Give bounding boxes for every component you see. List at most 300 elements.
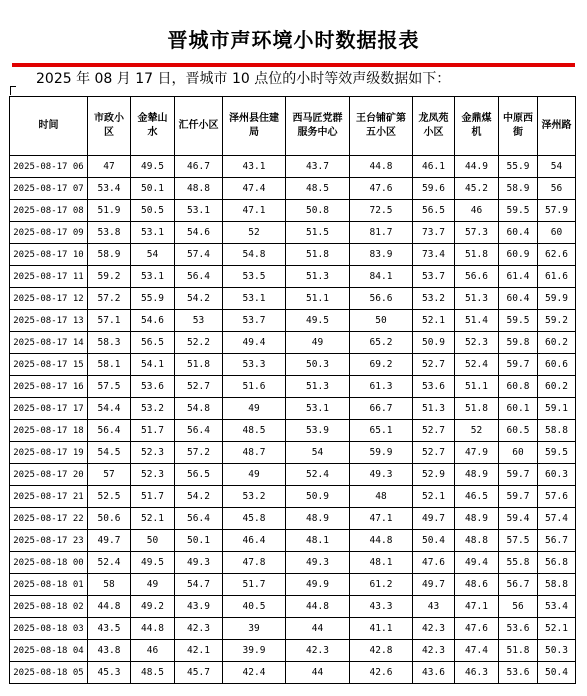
noise-value-cell: 51.1 <box>286 288 350 310</box>
noise-value-cell: 45.3 <box>88 662 131 684</box>
noise-value-cell: 50.6 <box>88 508 131 530</box>
noise-value-cell: 53.6 <box>499 662 538 684</box>
noise-value-cell: 72.5 <box>350 200 413 222</box>
noise-value-cell: 52.3 <box>131 464 175 486</box>
noise-value-cell: 56.6 <box>455 266 499 288</box>
time-cell: 2025-08-18 04 <box>10 640 88 662</box>
noise-value-cell: 56.5 <box>413 200 455 222</box>
noise-value-cell: 61.3 <box>350 376 413 398</box>
noise-value-cell: 49.5 <box>131 552 175 574</box>
column-header-site: 金鼎煤机 <box>455 97 499 156</box>
noise-value-cell: 52.4 <box>455 354 499 376</box>
table-row <box>10 640 576 662</box>
noise-value-cell: 84.1 <box>350 266 413 288</box>
time-cell: 2025-08-18 03 <box>10 618 88 640</box>
noise-value-cell: 50.1 <box>175 530 223 552</box>
time-cell: 2025-08-17 20 <box>10 464 88 486</box>
noise-value-cell: 43.3 <box>350 596 413 618</box>
noise-value-cell: 52.1 <box>413 310 455 332</box>
noise-value-cell: 52.4 <box>88 552 131 574</box>
noise-value-cell: 51.9 <box>88 200 131 222</box>
noise-value-cell: 53.7 <box>413 266 455 288</box>
text-cursor-mark-base <box>10 86 16 87</box>
noise-value-cell: 52.7 <box>413 420 455 442</box>
noise-value-cell: 47 <box>88 156 131 178</box>
noise-value-cell: 53.6 <box>131 376 175 398</box>
table-row <box>10 156 576 178</box>
time-cell: 2025-08-17 18 <box>10 420 88 442</box>
noise-value-cell: 54 <box>286 442 350 464</box>
noise-value-cell: 49 <box>131 574 175 596</box>
noise-value-cell: 47.8 <box>223 552 286 574</box>
noise-value-cell: 60.2 <box>538 332 576 354</box>
table-row <box>10 200 576 222</box>
table-row <box>10 574 576 596</box>
noise-value-cell: 51.4 <box>455 310 499 332</box>
time-cell: 2025-08-17 11 <box>10 266 88 288</box>
noise-value-cell: 45.7 <box>175 662 223 684</box>
noise-value-cell: 54 <box>538 156 576 178</box>
noise-value-cell: 59.9 <box>538 288 576 310</box>
noise-value-cell: 58.8 <box>538 420 576 442</box>
noise-value-cell: 53.3 <box>223 354 286 376</box>
noise-value-cell: 52.1 <box>538 618 576 640</box>
noise-value-cell: 59.7 <box>499 354 538 376</box>
noise-value-cell: 54.8 <box>175 398 223 420</box>
noise-value-cell: 50 <box>350 310 413 332</box>
noise-value-cell: 48.9 <box>455 508 499 530</box>
noise-value-cell: 60.9 <box>499 244 538 266</box>
noise-value-cell: 59.2 <box>538 310 576 332</box>
column-header-site: 西马匠党群服务中心 <box>286 97 350 156</box>
noise-value-cell: 53.6 <box>499 618 538 640</box>
noise-value-cell: 59.5 <box>499 310 538 332</box>
noise-value-cell: 58 <box>88 574 131 596</box>
column-header-site: 龙凤苑小区 <box>413 97 455 156</box>
noise-value-cell: 52.3 <box>131 442 175 464</box>
noise-value-cell: 52.7 <box>413 442 455 464</box>
table-row <box>10 508 576 530</box>
noise-value-cell: 49.5 <box>286 310 350 332</box>
noise-value-cell: 60.4 <box>499 222 538 244</box>
noise-value-cell: 53.8 <box>88 222 131 244</box>
noise-value-cell: 50.9 <box>413 332 455 354</box>
time-cell: 2025-08-17 16 <box>10 376 88 398</box>
noise-value-cell: 54.8 <box>223 244 286 266</box>
noise-value-cell: 54.6 <box>131 310 175 332</box>
noise-value-cell: 50.4 <box>538 662 576 684</box>
table-row <box>10 354 576 376</box>
noise-value-cell: 49.7 <box>413 508 455 530</box>
column-header-site: 泽州县住建局 <box>223 97 286 156</box>
noise-value-cell: 48.9 <box>455 464 499 486</box>
noise-value-cell: 51.8 <box>455 398 499 420</box>
noise-value-cell: 48.5 <box>223 420 286 442</box>
noise-value-cell: 59.4 <box>499 508 538 530</box>
noise-value-cell: 53.5 <box>223 266 286 288</box>
noise-value-cell: 44.8 <box>350 156 413 178</box>
table-row <box>10 244 576 266</box>
time-cell: 2025-08-17 22 <box>10 508 88 530</box>
noise-value-cell: 47.9 <box>455 442 499 464</box>
table-row <box>10 178 576 200</box>
noise-value-cell: 44.9 <box>455 156 499 178</box>
noise-value-cell: 52.7 <box>175 376 223 398</box>
noise-value-cell: 47.6 <box>455 618 499 640</box>
noise-value-cell: 46.3 <box>455 662 499 684</box>
time-cell: 2025-08-17 13 <box>10 310 88 332</box>
noise-value-cell: 43.9 <box>175 596 223 618</box>
noise-value-cell: 48.1 <box>286 530 350 552</box>
noise-value-cell: 49 <box>223 398 286 420</box>
noise-value-cell: 59.7 <box>499 486 538 508</box>
noise-value-cell: 56.4 <box>175 508 223 530</box>
noise-value-cell: 52.7 <box>413 354 455 376</box>
noise-value-cell: 53.4 <box>88 178 131 200</box>
noise-value-cell: 54.5 <box>88 442 131 464</box>
noise-value-cell: 56 <box>499 596 538 618</box>
noise-value-cell: 56 <box>538 178 576 200</box>
noise-value-cell: 73.4 <box>413 244 455 266</box>
noise-value-cell: 45.8 <box>223 508 286 530</box>
noise-value-cell: 60.5 <box>499 420 538 442</box>
noise-value-cell: 46.4 <box>223 530 286 552</box>
noise-value-cell: 57.3 <box>455 222 499 244</box>
noise-value-cell: 52.5 <box>88 486 131 508</box>
noise-value-cell: 48.8 <box>455 530 499 552</box>
noise-value-cell: 52.2 <box>175 332 223 354</box>
noise-value-cell: 51.7 <box>131 420 175 442</box>
noise-value-cell: 43.8 <box>88 640 131 662</box>
noise-value-cell: 58.3 <box>88 332 131 354</box>
noise-value-cell: 49.2 <box>131 596 175 618</box>
table-row <box>10 398 576 420</box>
noise-value-cell: 57.6 <box>538 486 576 508</box>
noise-value-cell: 46.1 <box>413 156 455 178</box>
noise-value-cell: 81.7 <box>350 222 413 244</box>
noise-value-cell: 60.1 <box>499 398 538 420</box>
noise-value-cell: 53.1 <box>175 200 223 222</box>
noise-value-cell: 54.1 <box>131 354 175 376</box>
noise-value-cell: 53.1 <box>286 398 350 420</box>
noise-value-cell: 52.1 <box>131 508 175 530</box>
noise-value-cell: 48 <box>350 486 413 508</box>
noise-value-cell: 55.8 <box>499 552 538 574</box>
noise-value-cell: 44.8 <box>131 618 175 640</box>
noise-value-cell: 49 <box>223 464 286 486</box>
noise-value-cell: 51.7 <box>223 574 286 596</box>
noise-value-cell: 60 <box>499 442 538 464</box>
noise-value-cell: 48.7 <box>223 442 286 464</box>
noise-value-cell: 54.2 <box>175 486 223 508</box>
noise-value-cell: 44.8 <box>286 596 350 618</box>
noise-value-cell: 51.8 <box>286 244 350 266</box>
noise-value-cell: 69.2 <box>350 354 413 376</box>
noise-value-cell: 59.1 <box>538 398 576 420</box>
noise-value-cell: 57.4 <box>175 244 223 266</box>
time-cell: 2025-08-17 08 <box>10 200 88 222</box>
noise-value-cell: 59.8 <box>499 332 538 354</box>
noise-value-cell: 43.5 <box>88 618 131 640</box>
noise-value-cell: 55.9 <box>131 288 175 310</box>
noise-value-cell: 60.6 <box>538 354 576 376</box>
noise-value-cell: 45.2 <box>455 178 499 200</box>
noise-value-cell: 42.8 <box>350 640 413 662</box>
table-row <box>10 552 576 574</box>
noise-value-cell: 42.4 <box>223 662 286 684</box>
noise-value-cell: 59.2 <box>88 266 131 288</box>
noise-value-cell: 42.3 <box>413 640 455 662</box>
noise-value-cell: 57.5 <box>499 530 538 552</box>
noise-value-cell: 54.2 <box>175 288 223 310</box>
noise-value-cell: 49.5 <box>131 156 175 178</box>
table-row <box>10 288 576 310</box>
title-divider <box>12 63 575 67</box>
noise-value-cell: 55.9 <box>499 156 538 178</box>
noise-value-cell: 65.2 <box>350 332 413 354</box>
noise-value-cell: 49 <box>286 332 350 354</box>
table-row <box>10 530 576 552</box>
noise-value-cell: 59.7 <box>499 464 538 486</box>
column-header-site: 汇仟小区 <box>175 97 223 156</box>
noise-value-cell: 48.9 <box>286 508 350 530</box>
time-cell: 2025-08-17 06 <box>10 156 88 178</box>
noise-value-cell: 56.8 <box>538 552 576 574</box>
noise-value-cell: 40.5 <box>223 596 286 618</box>
noise-value-cell: 48.1 <box>350 552 413 574</box>
noise-value-cell: 51.3 <box>286 376 350 398</box>
noise-value-cell: 57.5 <box>88 376 131 398</box>
noise-value-cell: 50.5 <box>131 200 175 222</box>
noise-value-cell: 42.3 <box>286 640 350 662</box>
noise-value-cell: 43.1 <box>223 156 286 178</box>
noise-value-cell: 83.9 <box>350 244 413 266</box>
table-row <box>10 596 576 618</box>
table-row <box>10 442 576 464</box>
noise-value-cell: 56.7 <box>538 530 576 552</box>
noise-value-cell: 49.4 <box>455 552 499 574</box>
noise-value-cell: 42.3 <box>413 618 455 640</box>
noise-value-cell: 58.9 <box>499 178 538 200</box>
noise-value-cell: 42.1 <box>175 640 223 662</box>
noise-value-cell: 49.7 <box>413 574 455 596</box>
noise-value-cell: 53.2 <box>413 288 455 310</box>
noise-value-cell: 57.1 <box>88 310 131 332</box>
noise-value-cell: 51.1 <box>455 376 499 398</box>
noise-value-cell: 44.8 <box>88 596 131 618</box>
noise-value-cell: 51.3 <box>455 288 499 310</box>
noise-value-cell: 49.3 <box>286 552 350 574</box>
noise-value-cell: 39.9 <box>223 640 286 662</box>
noise-value-cell: 60.2 <box>538 376 576 398</box>
noise-value-cell: 52 <box>223 222 286 244</box>
time-cell: 2025-08-17 14 <box>10 332 88 354</box>
column-header-site: 金辇山水 <box>131 97 175 156</box>
noise-value-cell: 48.6 <box>455 574 499 596</box>
noise-value-cell: 60.8 <box>499 376 538 398</box>
noise-value-cell: 51.8 <box>455 244 499 266</box>
noise-value-cell: 53 <box>175 310 223 332</box>
table-row <box>10 662 576 684</box>
noise-value-cell: 50.8 <box>286 200 350 222</box>
noise-value-cell: 53.9 <box>286 420 350 442</box>
time-cell: 2025-08-17 07 <box>10 178 88 200</box>
noise-value-cell: 49.3 <box>175 552 223 574</box>
noise-value-cell: 58.8 <box>538 574 576 596</box>
noise-value-cell: 57.2 <box>88 288 131 310</box>
table-row <box>10 464 576 486</box>
time-cell: 2025-08-18 00 <box>10 552 88 574</box>
text-cursor-mark <box>10 86 11 95</box>
noise-value-cell: 52.3 <box>455 332 499 354</box>
noise-value-cell: 46.5 <box>455 486 499 508</box>
table-row <box>10 420 576 442</box>
noise-value-cell: 57.4 <box>538 508 576 530</box>
noise-value-cell: 42.3 <box>175 618 223 640</box>
noise-value-cell: 58.1 <box>88 354 131 376</box>
time-cell: 2025-08-17 21 <box>10 486 88 508</box>
noise-value-cell: 51.3 <box>286 266 350 288</box>
noise-value-cell: 47.4 <box>455 640 499 662</box>
noise-value-cell: 47.4 <box>223 178 286 200</box>
column-header-time: 时间 <box>10 97 88 156</box>
column-header-site: 市政小区 <box>88 97 131 156</box>
noise-value-cell: 50.3 <box>538 640 576 662</box>
noise-value-cell: 59.9 <box>350 442 413 464</box>
noise-value-cell: 49.3 <box>350 464 413 486</box>
noise-value-cell: 47.1 <box>350 508 413 530</box>
column-header-site: 中原西街 <box>499 97 538 156</box>
table-row <box>10 618 576 640</box>
noise-value-cell: 47.6 <box>413 552 455 574</box>
noise-value-cell: 56.7 <box>499 574 538 596</box>
noise-value-cell: 52 <box>455 420 499 442</box>
noise-value-cell: 44.8 <box>350 530 413 552</box>
noise-value-cell: 53.1 <box>131 266 175 288</box>
noise-value-cell: 51.5 <box>286 222 350 244</box>
noise-value-cell: 49.7 <box>88 530 131 552</box>
noise-value-cell: 50.9 <box>286 486 350 508</box>
noise-value-cell: 51.3 <box>413 398 455 420</box>
table-row <box>10 222 576 244</box>
noise-value-cell: 42.6 <box>350 662 413 684</box>
noise-value-cell: 50.4 <box>413 530 455 552</box>
noise-value-cell: 57 <box>88 464 131 486</box>
noise-value-cell: 48.5 <box>286 178 350 200</box>
column-header-site: 泽州路 <box>538 97 576 156</box>
noise-value-cell: 56.6 <box>350 288 413 310</box>
time-cell: 2025-08-17 09 <box>10 222 88 244</box>
noise-value-cell: 51.8 <box>499 640 538 662</box>
noise-value-cell: 56.5 <box>131 332 175 354</box>
noise-value-cell: 52.9 <box>413 464 455 486</box>
table-header-row <box>10 97 576 156</box>
noise-value-cell: 53.1 <box>223 288 286 310</box>
noise-value-cell: 59.5 <box>499 200 538 222</box>
noise-value-cell: 52.4 <box>286 464 350 486</box>
noise-value-cell: 61.2 <box>350 574 413 596</box>
noise-value-cell: 39 <box>223 618 286 640</box>
noise-value-cell: 46 <box>131 640 175 662</box>
noise-value-cell: 57.2 <box>175 442 223 464</box>
noise-value-cell: 41.1 <box>350 618 413 640</box>
noise-value-cell: 52.1 <box>413 486 455 508</box>
report-intro: 2025 年 08 月 17 日，晋城市 10 点位的小时等效声级数据如下： <box>36 71 451 87</box>
noise-data-table <box>9 96 576 684</box>
report-title: 晋城市声环境小时数据报表 <box>167 28 420 52</box>
noise-value-cell: 54.6 <box>175 222 223 244</box>
noise-value-cell: 51.6 <box>223 376 286 398</box>
noise-value-cell: 48.5 <box>131 662 175 684</box>
noise-value-cell: 57.9 <box>538 200 576 222</box>
noise-value-cell: 58.9 <box>88 244 131 266</box>
time-cell: 2025-08-17 19 <box>10 442 88 464</box>
noise-value-cell: 51.8 <box>175 354 223 376</box>
noise-value-cell: 53.1 <box>131 222 175 244</box>
noise-value-cell: 53.2 <box>223 486 286 508</box>
noise-value-cell: 51.7 <box>131 486 175 508</box>
noise-value-cell: 59.6 <box>413 178 455 200</box>
noise-value-cell: 44 <box>286 662 350 684</box>
noise-value-cell: 50 <box>131 530 175 552</box>
noise-value-cell: 46.7 <box>175 156 223 178</box>
noise-value-cell: 62.6 <box>538 244 576 266</box>
noise-value-cell: 61.4 <box>499 266 538 288</box>
noise-value-cell: 48.8 <box>175 178 223 200</box>
table-row <box>10 486 576 508</box>
noise-value-cell: 60.4 <box>499 288 538 310</box>
noise-value-cell: 66.7 <box>350 398 413 420</box>
noise-value-cell: 46 <box>455 200 499 222</box>
noise-value-cell: 50.3 <box>286 354 350 376</box>
noise-value-cell: 56.5 <box>175 464 223 486</box>
noise-value-cell: 49.4 <box>223 332 286 354</box>
noise-value-cell: 44 <box>286 618 350 640</box>
noise-value-cell: 47.6 <box>350 178 413 200</box>
noise-value-cell: 60 <box>538 222 576 244</box>
time-cell: 2025-08-17 17 <box>10 398 88 420</box>
table-row <box>10 266 576 288</box>
noise-value-cell: 61.6 <box>538 266 576 288</box>
time-cell: 2025-08-17 10 <box>10 244 88 266</box>
noise-value-cell: 56.4 <box>175 266 223 288</box>
noise-value-cell: 53.6 <box>413 376 455 398</box>
time-cell: 2025-08-17 12 <box>10 288 88 310</box>
noise-value-cell: 53.7 <box>223 310 286 332</box>
time-cell: 2025-08-18 05 <box>10 662 88 684</box>
table-row <box>10 332 576 354</box>
noise-value-cell: 73.7 <box>413 222 455 244</box>
time-cell: 2025-08-18 02 <box>10 596 88 618</box>
column-header-site: 王台铺矿第五小区 <box>350 97 413 156</box>
table-row <box>10 376 576 398</box>
noise-value-cell: 56.4 <box>175 420 223 442</box>
time-cell: 2025-08-17 15 <box>10 354 88 376</box>
noise-value-cell: 49.9 <box>286 574 350 596</box>
time-cell: 2025-08-18 01 <box>10 574 88 596</box>
noise-value-cell: 65.1 <box>350 420 413 442</box>
noise-value-cell: 60.3 <box>538 464 576 486</box>
noise-value-cell: 43.6 <box>413 662 455 684</box>
noise-value-cell: 47.1 <box>455 596 499 618</box>
table-row <box>10 310 576 332</box>
noise-value-cell: 56.4 <box>88 420 131 442</box>
noise-value-cell: 54.4 <box>88 398 131 420</box>
time-cell: 2025-08-17 23 <box>10 530 88 552</box>
noise-value-cell: 43.7 <box>286 156 350 178</box>
noise-value-cell: 59.5 <box>538 442 576 464</box>
noise-value-cell: 47.1 <box>223 200 286 222</box>
